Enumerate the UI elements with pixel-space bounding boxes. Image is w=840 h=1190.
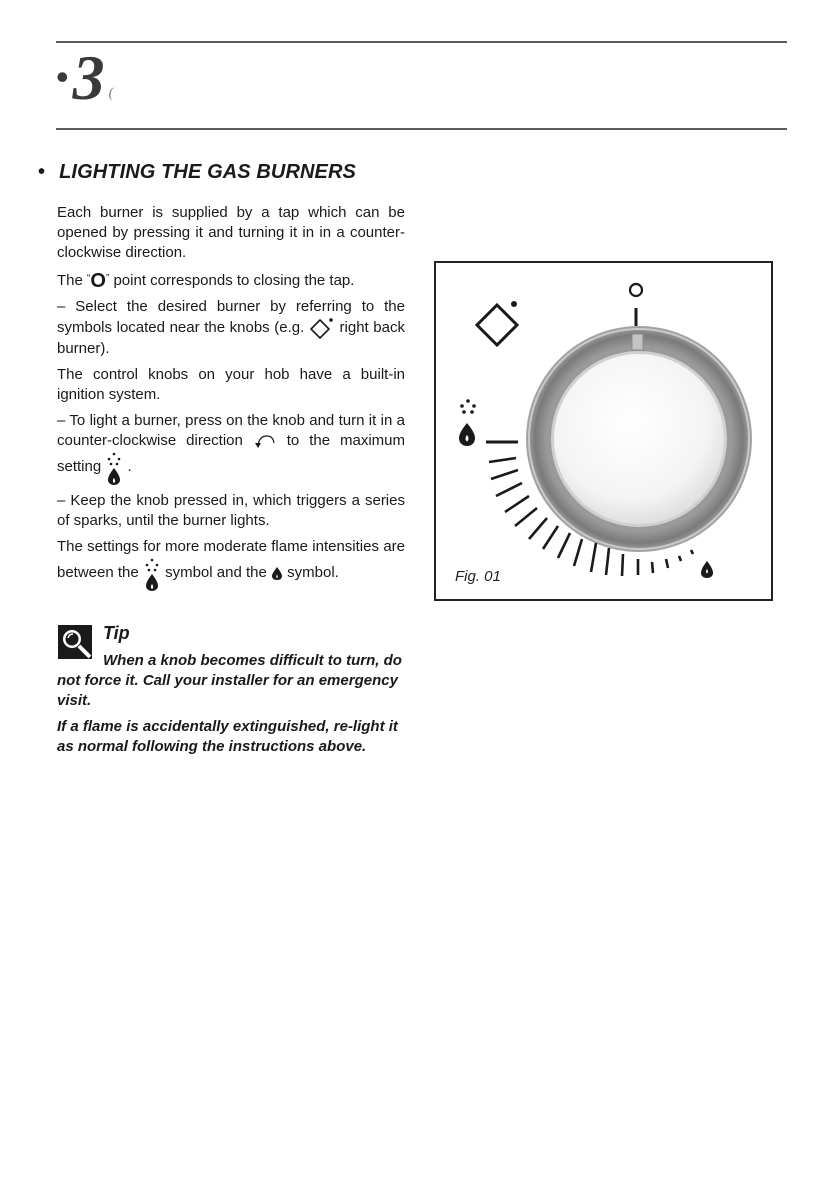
spark-flame-icon (143, 557, 161, 591)
section-title-text: LIGHTING THE GAS BURNERS (59, 161, 356, 183)
spark-flame-icon (105, 451, 123, 485)
paragraph-tap: Each burner is supplied by a tap which can be opened by pressing it and turning it in in a counter-clockwise direction. (57, 204, 405, 261)
chapter-heading (56, 42, 114, 113)
off-position-mark (630, 284, 642, 296)
header-top-rule (56, 41, 787, 43)
tip-paragraph-relight: If a flame is accidentally extinguished, re-light it as normal following the instructions above. (57, 718, 398, 755)
paragraph-select-burner: – Select the desired burner by referring to the symbols located near the knobs (e.g. right back burner). (57, 298, 405, 357)
tip-paragraph-knob: When a knob becomes difficult to turn, do not force it. Call your installer for an emergency visit. (57, 652, 402, 709)
tip-title: Tip (103, 623, 130, 643)
knob-face (554, 354, 724, 524)
section-title (38, 161, 356, 184)
tip-body (57, 651, 407, 763)
section-bullet: • (38, 161, 46, 183)
paragraph-closed-point: The “O” point corresponds to closing the tap. (57, 270, 355, 292)
header-bottom-rule (56, 128, 787, 130)
diamond-burner-icon (309, 317, 335, 339)
small-flame-icon (271, 566, 283, 580)
knob-pointer (632, 334, 643, 350)
chapter-bullet: • (56, 57, 69, 97)
svg-text:O: O (636, 294, 637, 295)
knob-figure (434, 261, 773, 601)
paragraph-light-burner: – To light a burner, press on the knob and turn it in a counter-clockwise direction to the maximum setting . (57, 411, 405, 485)
figure-caption: Fig. 01 (455, 568, 501, 585)
max-flame-symbol (459, 399, 476, 446)
counter-clockwise-arrow-icon (253, 433, 277, 449)
paragraph-ignition: The control knobs on your hob have a built-in ignition system. (57, 366, 405, 403)
min-flame-symbol (701, 561, 713, 578)
off-symbol: O (90, 270, 106, 292)
instructions-body (57, 203, 405, 597)
chapter-number: 3 (72, 42, 105, 113)
chapter-tail: ( (108, 86, 114, 101)
paragraph-moderate-settings: The settings for more moderate flame intensities are between the symbol and the symbol. (57, 537, 405, 591)
diamond-burner-icon (477, 301, 517, 345)
knob-diagram (436, 263, 771, 599)
paragraph-keep-pressed: – Keep the knob pressed in, which triggers a series of sparks, until the burner lights. (57, 492, 405, 529)
